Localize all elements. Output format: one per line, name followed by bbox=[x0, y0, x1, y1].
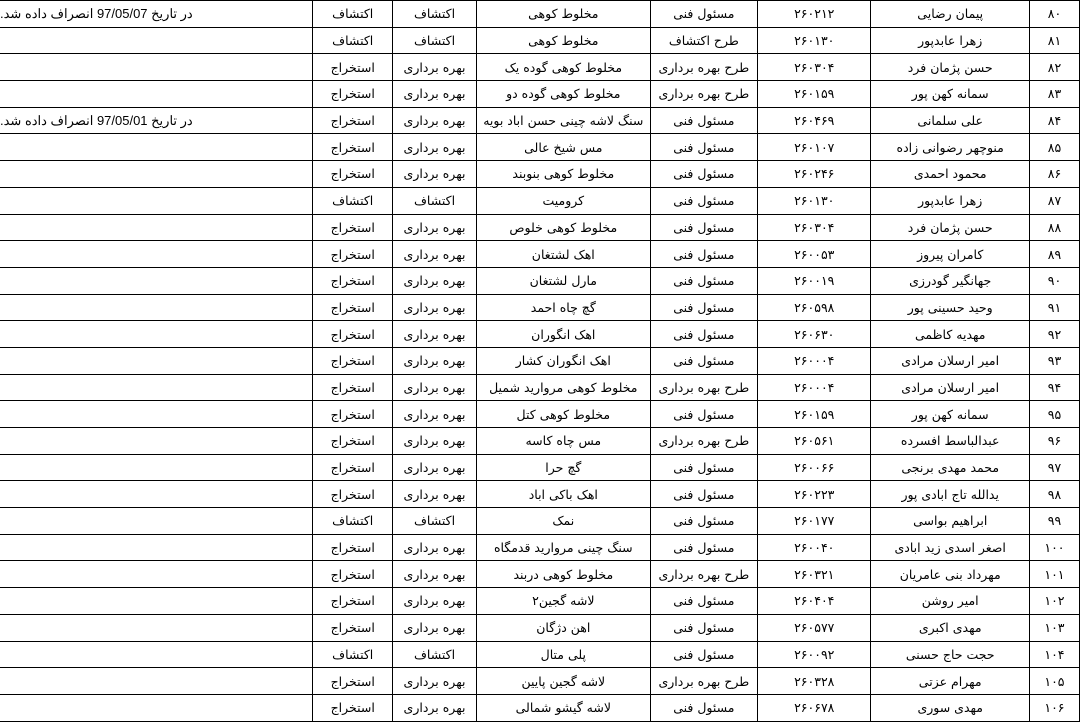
row-number-cell[interactable]: ۸۲ bbox=[1029, 54, 1079, 81]
operation-type-cell[interactable]: اکتشاف bbox=[393, 641, 477, 668]
operation-type-cell[interactable]: بهره برداری bbox=[393, 588, 477, 615]
remarks-cell[interactable] bbox=[0, 267, 313, 294]
row-number-cell[interactable]: ۸۵ bbox=[1029, 134, 1079, 161]
table-row bbox=[0, 267, 1080, 294]
mine-name-cell[interactable]: اهک انگوران کشار bbox=[476, 347, 650, 374]
remarks-cell[interactable]: در تاریخ 97/05/07 انصراف داده شد. bbox=[0, 1, 313, 28]
stage-cell[interactable]: اکتشاف bbox=[313, 508, 393, 535]
license-code-cell[interactable]: ۲۶۰۰۰۴ bbox=[758, 374, 871, 401]
stage-cell[interactable]: استخراج bbox=[313, 54, 393, 81]
stage-cell[interactable]: استخراج bbox=[313, 214, 393, 241]
operation-type-cell[interactable]: بهره برداری bbox=[393, 401, 477, 428]
license-code-cell[interactable]: ۲۶۰۱۰۷ bbox=[758, 134, 871, 161]
table-row bbox=[0, 241, 1080, 268]
mine-name-cell[interactable]: نمک bbox=[476, 508, 650, 535]
stage-cell[interactable]: استخراج bbox=[313, 374, 393, 401]
table-row bbox=[0, 347, 1080, 374]
table-row bbox=[0, 614, 1080, 641]
operation-type-cell[interactable]: بهره برداری bbox=[393, 54, 477, 81]
remarks-cell[interactable] bbox=[0, 694, 313, 721]
stage-cell[interactable]: استخراج bbox=[313, 267, 393, 294]
row-number-cell[interactable]: ۱۰۱ bbox=[1029, 561, 1079, 588]
stage-cell[interactable]: استخراج bbox=[313, 694, 393, 721]
license-code-cell[interactable]: ۲۶۰۲۱۲ bbox=[758, 1, 871, 28]
row-number-cell[interactable]: ۱۰۰ bbox=[1029, 534, 1079, 561]
license-code-cell[interactable]: ۲۶۰۱۵۹ bbox=[758, 81, 871, 108]
remarks-cell[interactable] bbox=[0, 161, 313, 188]
mine-name-cell[interactable]: سنگ لاشه چینی حسن اباد بویه bbox=[476, 107, 650, 134]
role-cell[interactable]: مسئول فنی bbox=[650, 214, 757, 241]
mine-name-cell[interactable]: کرومیت bbox=[476, 187, 650, 214]
operation-type-cell[interactable]: بهره برداری bbox=[393, 481, 477, 508]
table-row bbox=[0, 81, 1080, 108]
table-row bbox=[0, 214, 1080, 241]
row-number-cell[interactable]: ۹۲ bbox=[1029, 321, 1079, 348]
license-code-cell[interactable]: ۲۶۰۶۳۰ bbox=[758, 321, 871, 348]
license-code-cell[interactable]: ۲۶۰۵۹۸ bbox=[758, 294, 871, 321]
row-number-cell[interactable]: ۸۳ bbox=[1029, 81, 1079, 108]
row-number-cell[interactable]: ۸۹ bbox=[1029, 241, 1079, 268]
mine-name-cell[interactable]: مخلوط کوهی گوده یک bbox=[476, 54, 650, 81]
table-row bbox=[0, 481, 1080, 508]
person-name-cell[interactable]: پیمان رضایی bbox=[871, 1, 1029, 28]
remarks-cell[interactable] bbox=[0, 534, 313, 561]
role-cell[interactable]: مسئول فنی bbox=[650, 508, 757, 535]
row-number-cell[interactable]: ۸۸ bbox=[1029, 214, 1079, 241]
stage-cell[interactable]: استخراج bbox=[313, 294, 393, 321]
role-cell[interactable]: مسئول فنی bbox=[650, 161, 757, 188]
remarks-cell[interactable] bbox=[0, 614, 313, 641]
remarks-cell[interactable]: در تاریخ 97/05/01 انصراف داده شد. bbox=[0, 107, 313, 134]
remarks-cell[interactable] bbox=[0, 454, 313, 481]
person-name-cell[interactable]: حسن پژمان فرد bbox=[871, 54, 1029, 81]
operation-type-cell[interactable]: بهره برداری bbox=[393, 161, 477, 188]
license-code-cell[interactable]: ۲۶۰۶۷۸ bbox=[758, 694, 871, 721]
role-cell[interactable]: مسئول فنی bbox=[650, 321, 757, 348]
role-cell[interactable]: مسئول فنی bbox=[650, 294, 757, 321]
table-row bbox=[0, 668, 1080, 695]
operation-type-cell[interactable]: اکتشاف bbox=[393, 27, 477, 54]
role-cell[interactable]: طرح بهره برداری bbox=[650, 428, 757, 455]
stage-cell[interactable]: اکتشاف bbox=[313, 187, 393, 214]
role-cell[interactable]: مسئول فنی bbox=[650, 614, 757, 641]
person-name-cell[interactable]: عبدالباسط افسرده bbox=[871, 428, 1029, 455]
mine-name-cell[interactable]: لاشه گجین۲ bbox=[476, 588, 650, 615]
role-cell[interactable]: طرح بهره برداری bbox=[650, 668, 757, 695]
table-row bbox=[0, 694, 1080, 721]
mine-name-cell[interactable]: مس شیخ عالی bbox=[476, 134, 650, 161]
operation-type-cell[interactable]: بهره برداری bbox=[393, 561, 477, 588]
row-number-cell[interactable]: ۸۰ bbox=[1029, 1, 1079, 28]
license-code-cell[interactable]: ۲۶۰۵۷۷ bbox=[758, 614, 871, 641]
table-row bbox=[0, 1, 1080, 28]
stage-cell[interactable]: استخراج bbox=[313, 107, 393, 134]
license-code-cell[interactable]: ۲۶۰۲۲۳ bbox=[758, 481, 871, 508]
stage-cell[interactable]: اکتشاف bbox=[313, 27, 393, 54]
person-name-cell[interactable]: امیر ارسلان مرادی bbox=[871, 374, 1029, 401]
stage-cell[interactable]: اکتشاف bbox=[313, 1, 393, 28]
mine-name-cell[interactable]: مخلوط کوهی کتل bbox=[476, 401, 650, 428]
license-code-cell[interactable]: ۲۶۰۳۰۴ bbox=[758, 54, 871, 81]
role-cell[interactable]: مسئول فنی bbox=[650, 267, 757, 294]
license-code-cell[interactable]: ۲۶۰۰۶۶ bbox=[758, 454, 871, 481]
table-row bbox=[0, 161, 1080, 188]
stage-cell[interactable]: استخراج bbox=[313, 588, 393, 615]
table-row bbox=[0, 588, 1080, 615]
stage-cell[interactable]: استخراج bbox=[313, 481, 393, 508]
license-code-cell[interactable]: ۲۶۰۱۵۹ bbox=[758, 401, 871, 428]
license-code-cell[interactable]: ۲۶۰۱۳۰ bbox=[758, 27, 871, 54]
stage-cell[interactable]: استخراج bbox=[313, 534, 393, 561]
row-number-cell[interactable]: ۸۶ bbox=[1029, 161, 1079, 188]
table-row bbox=[0, 534, 1080, 561]
remarks-cell[interactable] bbox=[0, 347, 313, 374]
person-name-cell[interactable]: جهانگیر گودرزی bbox=[871, 267, 1029, 294]
table-row bbox=[0, 54, 1080, 81]
person-name-cell[interactable]: اصغر اسدی زید ابادی bbox=[871, 534, 1029, 561]
person-name-cell[interactable]: امیر روشن bbox=[871, 588, 1029, 615]
person-name-cell[interactable]: سمانه کهن پور bbox=[871, 401, 1029, 428]
remarks-cell[interactable] bbox=[0, 668, 313, 695]
person-name-cell[interactable]: سمانه کهن پور bbox=[871, 81, 1029, 108]
operation-type-cell[interactable]: بهره برداری bbox=[393, 321, 477, 348]
operation-type-cell[interactable]: اکتشاف bbox=[393, 187, 477, 214]
mine-name-cell[interactable]: مخلوط کوهی bbox=[476, 27, 650, 54]
table-row bbox=[0, 107, 1080, 134]
person-name-cell[interactable]: مهدی اکبری bbox=[871, 614, 1029, 641]
role-cell[interactable]: مسئول فنی bbox=[650, 1, 757, 28]
operation-type-cell[interactable]: بهره برداری bbox=[393, 294, 477, 321]
stage-cell[interactable]: استخراج bbox=[313, 561, 393, 588]
role-cell[interactable]: مسئول فنی bbox=[650, 107, 757, 134]
row-number-cell[interactable]: ۱۰۳ bbox=[1029, 614, 1079, 641]
mine-name-cell[interactable]: سنگ چینی مروارید قدمگاه bbox=[476, 534, 650, 561]
row-number-cell[interactable]: ۸۷ bbox=[1029, 187, 1079, 214]
row-number-cell[interactable]: ۹۷ bbox=[1029, 454, 1079, 481]
license-code-cell[interactable]: ۲۶۰۱۳۰ bbox=[758, 187, 871, 214]
stage-cell[interactable]: استخراج bbox=[313, 81, 393, 108]
mine-name-cell[interactable]: مخلوط کوهی خلوص bbox=[476, 214, 650, 241]
operation-type-cell[interactable]: اکتشاف bbox=[393, 508, 477, 535]
row-number-cell[interactable]: ۹۹ bbox=[1029, 508, 1079, 535]
remarks-cell[interactable] bbox=[0, 481, 313, 508]
table-row bbox=[0, 454, 1080, 481]
person-name-cell[interactable]: محمد مهدی برنجی bbox=[871, 454, 1029, 481]
stage-cell[interactable]: استخراج bbox=[313, 454, 393, 481]
table-row bbox=[0, 27, 1080, 54]
mine-name-cell[interactable]: مارل لشتغان bbox=[476, 267, 650, 294]
person-name-cell[interactable]: مهرام عزتی bbox=[871, 668, 1029, 695]
remarks-cell[interactable] bbox=[0, 294, 313, 321]
remarks-cell[interactable] bbox=[0, 401, 313, 428]
table-row bbox=[0, 508, 1080, 535]
row-number-cell[interactable]: ۱۰۴ bbox=[1029, 641, 1079, 668]
role-cell[interactable]: مسئول فنی bbox=[650, 401, 757, 428]
role-cell[interactable]: مسئول فنی bbox=[650, 694, 757, 721]
role-cell[interactable]: مسئول فنی bbox=[650, 347, 757, 374]
role-cell[interactable]: طرح بهره برداری bbox=[650, 81, 757, 108]
table-row bbox=[0, 428, 1080, 455]
person-name-cell[interactable]: یدالله تاج ابادی پور bbox=[871, 481, 1029, 508]
mine-name-cell[interactable]: مخلوط کوهی دربند bbox=[476, 561, 650, 588]
operation-type-cell[interactable]: بهره برداری bbox=[393, 614, 477, 641]
operation-type-cell[interactable]: بهره برداری bbox=[393, 374, 477, 401]
mine-name-cell[interactable]: مخلوط کوهی بنوبند bbox=[476, 161, 650, 188]
remarks-cell[interactable] bbox=[0, 561, 313, 588]
mine-name-cell[interactable]: پلی متال bbox=[476, 641, 650, 668]
person-name-cell[interactable]: مهدیه کاظمی bbox=[871, 321, 1029, 348]
stage-cell[interactable]: استخراج bbox=[313, 134, 393, 161]
operation-type-cell[interactable]: بهره برداری bbox=[393, 694, 477, 721]
table-row bbox=[0, 641, 1080, 668]
remarks-cell[interactable] bbox=[0, 187, 313, 214]
license-code-cell[interactable]: ۲۶۰۰۴۰ bbox=[758, 534, 871, 561]
mine-name-cell[interactable]: اهک لشتغان bbox=[476, 241, 650, 268]
license-code-cell[interactable]: ۲۶۰۰۱۹ bbox=[758, 267, 871, 294]
license-code-cell[interactable]: ۲۶۰۳۲۱ bbox=[758, 561, 871, 588]
stage-cell[interactable]: استخراج bbox=[313, 401, 393, 428]
row-number-cell[interactable]: ۹۰ bbox=[1029, 267, 1079, 294]
stage-cell[interactable]: استخراج bbox=[313, 161, 393, 188]
mine-name-cell[interactable]: مخلوط کوهی bbox=[476, 1, 650, 28]
remarks-cell[interactable] bbox=[0, 641, 313, 668]
license-code-cell[interactable]: ۲۶۰۳۲۸ bbox=[758, 668, 871, 695]
mine-name-cell[interactable]: اهن دژگان bbox=[476, 614, 650, 641]
remarks-cell[interactable] bbox=[0, 54, 313, 81]
stage-cell[interactable]: اکتشاف bbox=[313, 641, 393, 668]
row-number-cell[interactable]: ۱۰۲ bbox=[1029, 588, 1079, 615]
remarks-cell[interactable] bbox=[0, 81, 313, 108]
license-code-cell[interactable]: ۲۶۰۰۵۳ bbox=[758, 241, 871, 268]
mine-name-cell[interactable]: اهک انگوران bbox=[476, 321, 650, 348]
mine-name-cell[interactable]: لاشه گجین پایین bbox=[476, 668, 650, 695]
remarks-cell[interactable] bbox=[0, 134, 313, 161]
operation-type-cell[interactable]: بهره برداری bbox=[393, 668, 477, 695]
mine-name-cell[interactable]: لاشه گیشو شمالی bbox=[476, 694, 650, 721]
operation-type-cell[interactable]: بهره برداری bbox=[393, 428, 477, 455]
row-number-cell[interactable]: ۹۸ bbox=[1029, 481, 1079, 508]
person-name-cell[interactable]: مهدی سوری bbox=[871, 694, 1029, 721]
person-name-cell[interactable]: مهرداد بنی عامریان bbox=[871, 561, 1029, 588]
table-row bbox=[0, 134, 1080, 161]
role-cell[interactable]: طرح بهره برداری bbox=[650, 561, 757, 588]
role-cell[interactable]: مسئول فنی bbox=[650, 241, 757, 268]
role-cell[interactable]: مسئول فنی bbox=[650, 187, 757, 214]
remarks-cell[interactable] bbox=[0, 428, 313, 455]
license-code-cell[interactable]: ۲۶۰۲۴۶ bbox=[758, 161, 871, 188]
row-number-cell[interactable]: ۹۵ bbox=[1029, 401, 1079, 428]
stage-cell[interactable]: استخراج bbox=[313, 614, 393, 641]
remarks-cell[interactable] bbox=[0, 321, 313, 348]
table-body bbox=[0, 1, 1080, 722]
row-number-cell[interactable]: ۹۴ bbox=[1029, 374, 1079, 401]
person-name-cell[interactable]: ابراهیم بواسی bbox=[871, 508, 1029, 535]
operation-type-cell[interactable]: اکتشاف bbox=[393, 1, 477, 28]
person-name-cell[interactable]: زهرا عابدپور bbox=[871, 27, 1029, 54]
operation-type-cell[interactable]: بهره برداری bbox=[393, 81, 477, 108]
person-name-cell[interactable]: علی سلمانی bbox=[871, 107, 1029, 134]
role-cell[interactable]: مسئول فنی bbox=[650, 454, 757, 481]
mine-name-cell[interactable]: مخلوط کوهی مروارید شمیل bbox=[476, 374, 650, 401]
person-name-cell[interactable]: محمود احمدی bbox=[871, 161, 1029, 188]
license-code-cell[interactable]: ۲۶۰۵۶۱ bbox=[758, 428, 871, 455]
operation-type-cell[interactable]: بهره برداری bbox=[393, 134, 477, 161]
row-number-cell[interactable]: ۹۱ bbox=[1029, 294, 1079, 321]
table-row bbox=[0, 374, 1080, 401]
operation-type-cell[interactable]: بهره برداری bbox=[393, 267, 477, 294]
table-row bbox=[0, 321, 1080, 348]
remarks-cell[interactable] bbox=[0, 374, 313, 401]
operation-type-cell[interactable]: بهره برداری bbox=[393, 534, 477, 561]
license-code-cell[interactable]: ۲۶۰۳۰۴ bbox=[758, 214, 871, 241]
row-number-cell[interactable]: ۹۳ bbox=[1029, 347, 1079, 374]
operation-type-cell[interactable]: بهره برداری bbox=[393, 214, 477, 241]
table-row bbox=[0, 401, 1080, 428]
license-code-cell[interactable]: ۲۶۰۰۹۲ bbox=[758, 641, 871, 668]
remarks-cell[interactable] bbox=[0, 27, 313, 54]
person-name-cell[interactable]: منوچهر رضوانی زاده bbox=[871, 134, 1029, 161]
person-name-cell[interactable]: وحید حسینی پور bbox=[871, 294, 1029, 321]
mine-name-cell[interactable]: گچ چاه احمد bbox=[476, 294, 650, 321]
table-row bbox=[0, 561, 1080, 588]
table-row bbox=[0, 187, 1080, 214]
mine-name-cell[interactable]: گچ حرا bbox=[476, 454, 650, 481]
stage-cell[interactable]: استخراج bbox=[313, 668, 393, 695]
row-number-cell[interactable]: ۱۰۵ bbox=[1029, 668, 1079, 695]
remarks-cell[interactable] bbox=[0, 241, 313, 268]
role-cell[interactable]: طرح اکتشاف bbox=[650, 27, 757, 54]
table-row bbox=[0, 294, 1080, 321]
operation-type-cell[interactable]: بهره برداری bbox=[393, 454, 477, 481]
license-code-cell[interactable]: ۲۶۰۴۰۴ bbox=[758, 588, 871, 615]
row-number-cell[interactable]: ۸۱ bbox=[1029, 27, 1079, 54]
role-cell[interactable]: طرح بهره برداری bbox=[650, 54, 757, 81]
person-name-cell[interactable]: حجت حاج حسنی bbox=[871, 641, 1029, 668]
license-code-cell[interactable]: ۲۶۰۰۰۴ bbox=[758, 347, 871, 374]
role-cell[interactable]: مسئول فنی bbox=[650, 481, 757, 508]
role-cell[interactable]: مسئول فنی bbox=[650, 641, 757, 668]
operation-type-cell[interactable]: بهره برداری bbox=[393, 241, 477, 268]
mine-name-cell[interactable]: اهک باکی اباد bbox=[476, 481, 650, 508]
role-cell[interactable]: طرح بهره برداری bbox=[650, 374, 757, 401]
role-cell[interactable]: مسئول فنی bbox=[650, 534, 757, 561]
stage-cell[interactable]: استخراج bbox=[313, 347, 393, 374]
stage-cell[interactable]: استخراج bbox=[313, 428, 393, 455]
person-name-cell[interactable]: امیر ارسلان مرادی bbox=[871, 347, 1029, 374]
stage-cell[interactable]: استخراج bbox=[313, 241, 393, 268]
license-code-cell[interactable]: ۲۶۰۴۶۹ bbox=[758, 107, 871, 134]
operation-type-cell[interactable]: بهره برداری bbox=[393, 347, 477, 374]
remarks-cell[interactable] bbox=[0, 508, 313, 535]
remarks-cell[interactable] bbox=[0, 214, 313, 241]
license-code-cell[interactable]: ۲۶۰۱۷۷ bbox=[758, 508, 871, 535]
role-cell[interactable]: مسئول فنی bbox=[650, 134, 757, 161]
person-name-cell[interactable]: زهرا عابدپور bbox=[871, 187, 1029, 214]
row-number-cell[interactable]: ۹۶ bbox=[1029, 428, 1079, 455]
remarks-cell[interactable] bbox=[0, 588, 313, 615]
role-cell[interactable]: مسئول فنی bbox=[650, 588, 757, 615]
row-number-cell[interactable]: ۱۰۶ bbox=[1029, 694, 1079, 721]
stage-cell[interactable]: استخراج bbox=[313, 321, 393, 348]
operation-type-cell[interactable]: بهره برداری bbox=[393, 107, 477, 134]
person-name-cell[interactable]: حسن پژمان فرد bbox=[871, 214, 1029, 241]
mine-name-cell[interactable]: مس چاه کاسه bbox=[476, 428, 650, 455]
row-number-cell[interactable]: ۸۴ bbox=[1029, 107, 1079, 134]
mine-name-cell[interactable]: مخلوط کوهی گوده دو bbox=[476, 81, 650, 108]
person-name-cell[interactable]: کامران پیروز bbox=[871, 241, 1029, 268]
